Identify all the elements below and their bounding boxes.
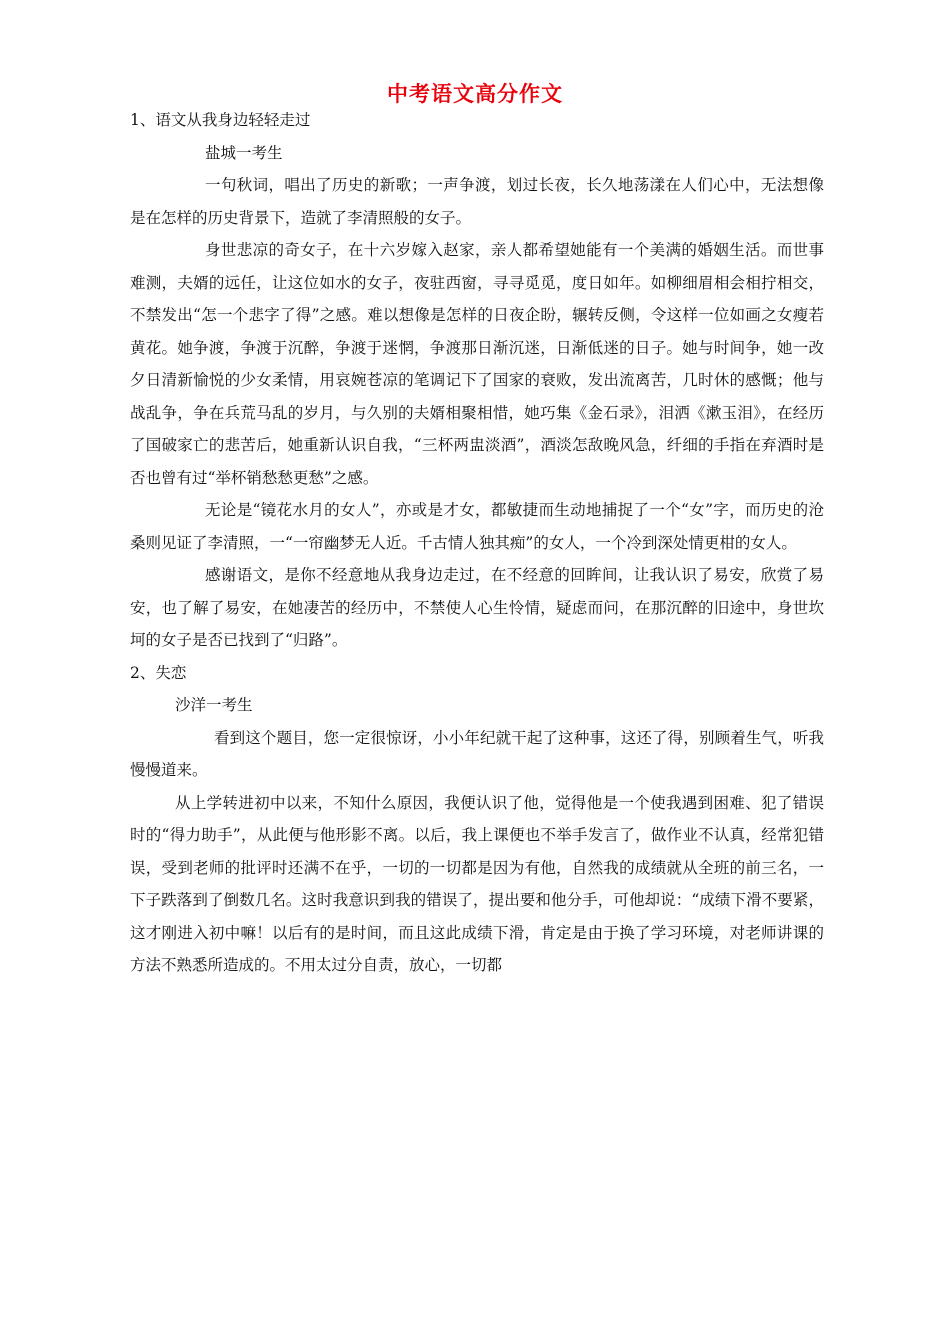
essay-1-paragraph-3: 无论是“镜花水月的女人”，亦或是才女，都敏捷而生动地捕捉了一个“女”字，而历史的沧桑则见证了李清照，一“一帘幽梦无人近。千古情人独其痴”的女人，一个冷到深处情更柑的女人。: [130, 501, 824, 552]
document-title: 中考语文高分作文: [387, 82, 563, 106]
essay-1-paragraph-4: 感谢语文，是你不经意地从我身边走过，在不经意的回眸间，让我认识了易安，欣赏了易安，也了解了易安，在她凄苦的经历中，不禁使人心生怜情，疑虑而问，在那沉醉的旧途中，身世坎坷的女子是否已找到了“归路”。: [130, 566, 824, 649]
essay-2-paragraph-2: 从上学转进初中以来，不知什么原因，我便认识了他，觉得他是一个使我遇到困难、犯了错误时的“得力助手”，从此便与他形影不离。以后，我上课便也不举手发言了，做作业不认真，经常犯错误，受到老师的批评时还满不在乎，一切的一切都是因为有他，自然我的成绩就从全班的前三名，一下子跌落到了倒数几名。这时我意识到我的错误了，提出要和他分手，可他却说：“成绩下滑不要紧，这才刚进入初中嘛！以后有的是时间，而且这此成绩下滑，肯定是由于换了学习环境，对老师讲课的方法不熟悉所造成的。不用太过分自责，放心，一切都: [130, 793, 824, 974]
document-body: [130, 104, 824, 982]
essay-1-heading: 1、语文从我身边轻轻走过: [130, 111, 311, 129]
essay-2-author: 沙洋一考生: [175, 696, 253, 714]
essay-2-heading: 2、失恋: [130, 663, 187, 682]
essay-1-paragraph-1: 一句秋词，唱出了历史的新歌；一声争渡，划过长夜，长久地荡漾在人们心中，无法想像是在怎样的历史背景下，造就了李清照般的女子。: [130, 176, 824, 227]
essay-1-author: 盐城一考生: [205, 143, 283, 162]
essay-2-paragraph-1: 看到这个题目，您一定很惊讶，小小年纪就干起了这种事，这还了得，别顾着生气，听我慢慢道来。: [130, 728, 824, 779]
essay-1-paragraph-2: 身世悲凉的奇女子，在十六岁嫁入赵家，亲人都希望她能有一个美满的婚姻生活。而世事难测，夫婿的远任，让这位如水的女子，夜驻西窗，寻寻觅觅，度日如年。如柳细眉相会相拧相交，不禁发出“怎一个悲字了得”之感。难以想像是怎样的日夜企盼，辗转反侧，令这样一位如画之女瘦若黄花。她争渡，争渡于沉醉，争渡于迷惘，争渡那日渐沉迷，日渐低迷的日子。她与时间争，她一改夕日清新愉悦的少女柔情，用哀婉苍凉的笔调记下了国家的衰败，发出流离苦，几时休的感慨；他与战乱争，争在兵荒马乱的岁月，与久别的夫婿相聚相惜，她巧集《金石录》，泪洒《漱玉泪》，在经历了国破家亡的悲苦后，她重新认识自我，“三杯两盅淡酒”，酒淡怎敌晚风急，纤细的手指在弃酒时是否也曾有过“举杯销愁愁更愁”之感。: [130, 241, 824, 487]
